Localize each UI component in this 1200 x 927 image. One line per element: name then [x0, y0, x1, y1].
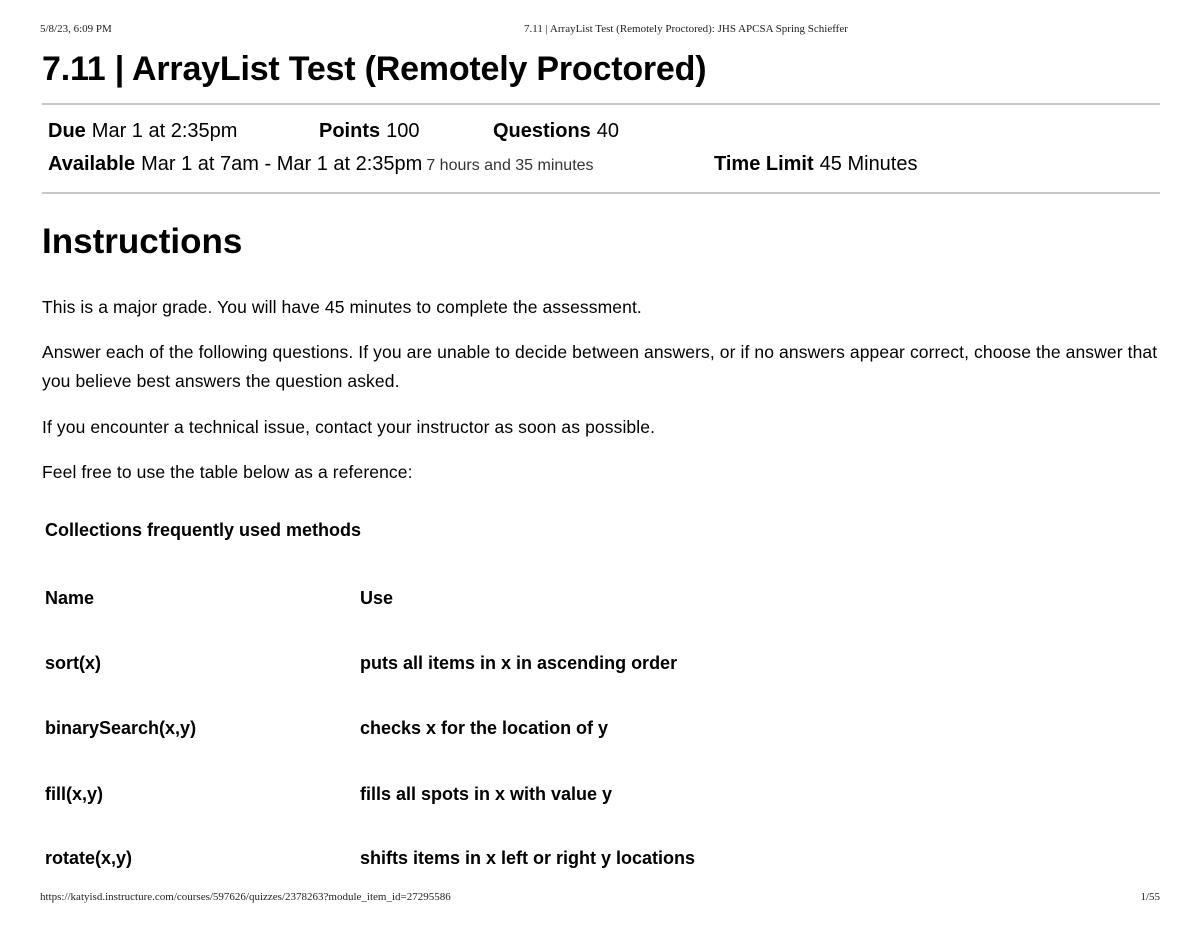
print-date: 5/8/23, 6:09 PM: [40, 23, 112, 35]
print-header: [40, 23, 1160, 39]
method-use-cell: fills all spots in x with value y: [360, 784, 613, 804]
due-detail: [48, 120, 237, 143]
reference-table-caption: Collections frequently used methods: [45, 520, 362, 540]
instructions-paragraph: This is a major grade. You will have 45 minutes to complete the assessment.: [42, 297, 642, 317]
print-url: https://katyisd.instructure.com/courses/597626/quizzes/2378263?module_item_id=27295586: [40, 891, 451, 903]
questions-label: Questions: [493, 120, 591, 142]
points-value: 100: [386, 120, 420, 142]
available-detail: [48, 153, 594, 176]
header-divider-bottom: [42, 192, 1160, 194]
due-value: Mar 1 at 2:35pm: [91, 120, 238, 142]
print-page-title: 7.11 | ArrayList Test (Remotely Proctored): JHS APCSA Spring Schieffer: [524, 23, 848, 35]
reference-table-header-row: [45, 588, 945, 614]
time-limit-value: 45 Minutes: [819, 153, 918, 175]
available-label: Available: [48, 153, 136, 175]
points-detail: [319, 120, 420, 143]
questions-value: 40: [596, 120, 620, 142]
available-value: Mar 1 at 7am - Mar 1 at 2:35pm: [141, 153, 423, 175]
instructions-heading: Instructions: [42, 222, 243, 261]
method-use-cell: puts all items in x in ascending order: [360, 653, 678, 673]
points-label: Points: [319, 120, 381, 142]
time-limit-label: Time Limit: [714, 153, 814, 175]
questions-detail: [493, 120, 619, 143]
method-name-cell: sort(x): [45, 653, 102, 673]
time-limit-detail: [714, 153, 918, 176]
instructions-paragraph: Feel free to use the table below as a reference:: [42, 462, 413, 482]
due-label: Due: [48, 120, 86, 142]
method-use-cell: shifts items in x left or right y locations: [360, 848, 696, 868]
instructions-paragraph: If you encounter a technical issue, contact your instructor as soon as possible.: [42, 417, 656, 437]
print-page-number: 1/55: [1140, 891, 1160, 903]
instructions-paragraph: Answer each of the following questions. If you are unable to decide between answers, or if no answers appear correct, choose the answer that you believe best answers the question asked.: [42, 342, 1158, 391]
print-footer: [40, 891, 1160, 907]
table-row: [45, 653, 945, 679]
table-row: [45, 848, 945, 874]
available-duration: 7 hours and 35 minutes: [426, 157, 594, 174]
quiz-title: 7.11 | ArrayList Test (Remotely Proctored): [42, 50, 707, 88]
header-divider-top: [42, 103, 1160, 105]
column-header-name: Name: [45, 588, 95, 608]
method-name-cell: binarySearch(x,y): [45, 718, 197, 738]
column-header-use: Use: [360, 588, 394, 608]
method-use-cell: checks x for the location of y: [360, 718, 609, 738]
method-name-cell: fill(x,y): [45, 784, 104, 804]
table-row: [45, 718, 945, 744]
method-name-cell: rotate(x,y): [45, 848, 133, 868]
table-row: [45, 784, 945, 810]
